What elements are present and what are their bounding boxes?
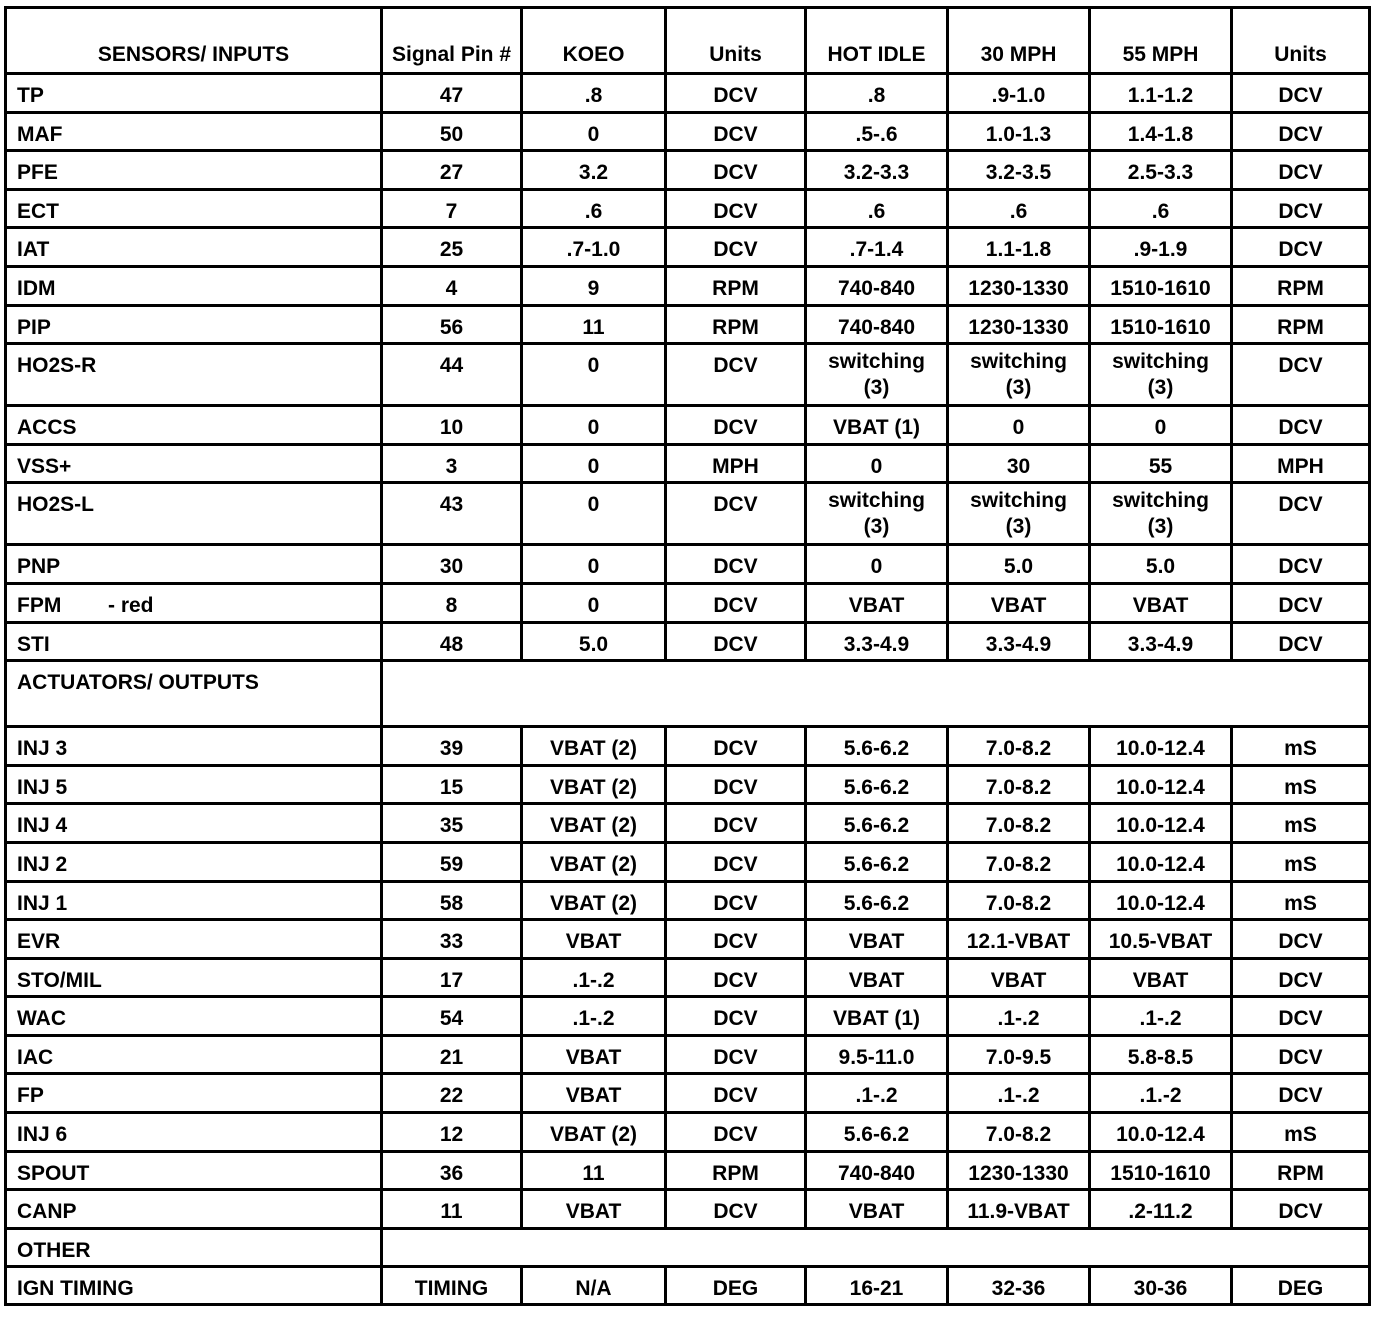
cell-signal-pin: 30: [382, 545, 522, 584]
cell-30-mph: VBAT: [948, 958, 1090, 997]
actuators-section-header: [6, 661, 1370, 727]
cell-units-2: DCV: [1232, 74, 1370, 113]
cell-units: DCV: [666, 545, 806, 584]
cell-hot-idle: VBAT: [806, 920, 948, 959]
cell-koeo: 0: [522, 112, 666, 151]
cell-30-mph: switching (3): [948, 483, 1090, 545]
table-row: [6, 804, 1370, 843]
cell-55-mph: 5.8-8.5: [1090, 1035, 1232, 1074]
cell-55-mph: 10.0-12.4: [1090, 804, 1232, 843]
cell-name: ACCS: [6, 406, 382, 445]
table-row: [6, 189, 1370, 228]
table-row: [6, 545, 1370, 584]
cell-units-2: mS: [1232, 881, 1370, 920]
actuators-section-row: [6, 661, 1370, 727]
cell-signal-pin: 58: [382, 881, 522, 920]
cell-hot-idle: VBAT: [806, 958, 948, 997]
cell-55-mph: 1510-1610: [1090, 266, 1232, 305]
cell-30-mph: 7.0-8.2: [948, 765, 1090, 804]
cell-55-mph: VBAT: [1090, 583, 1232, 622]
cell-hot-idle: 0: [806, 444, 948, 483]
cell-units: DCV: [666, 228, 806, 267]
table-row: [6, 1266, 1370, 1305]
cell-units: DCV: [666, 112, 806, 151]
cell-units-2: DCV: [1232, 1190, 1370, 1229]
cell-55-mph: .1-.2: [1090, 997, 1232, 1036]
cell-30-mph: 1230-1330: [948, 266, 1090, 305]
cell-30-mph: 0: [948, 406, 1090, 445]
cell-55-mph: 10.0-12.4: [1090, 1113, 1232, 1152]
cell-units-2: DCV: [1232, 228, 1370, 267]
cell-units: DCV: [666, 583, 806, 622]
cell-signal-pin: 12: [382, 1113, 522, 1152]
cell-signal-pin: 47: [382, 74, 522, 113]
cell-name: VSS+: [6, 444, 382, 483]
cell-hot-idle: VBAT: [806, 583, 948, 622]
cell-units-2: DCV: [1232, 483, 1370, 545]
table-row: [6, 74, 1370, 113]
cell-units-2: DCV: [1232, 344, 1370, 406]
table-row: [6, 344, 1370, 406]
cell-name: CANP: [6, 1190, 382, 1229]
cell-55-mph: 5.0: [1090, 545, 1232, 584]
cell-30-mph: 11.9-VBAT: [948, 1190, 1090, 1229]
cell-signal-pin: 25: [382, 228, 522, 267]
cell-units: DCV: [666, 622, 806, 661]
cell-hot-idle: 5.6-6.2: [806, 804, 948, 843]
cell-koeo: 5.0: [522, 622, 666, 661]
cell-hot-idle: 740-840: [806, 305, 948, 344]
cell-units: RPM: [666, 1151, 806, 1190]
cell-koeo: .1-.2: [522, 958, 666, 997]
header-row: [6, 8, 1370, 74]
cell-koeo: VBAT (2): [522, 842, 666, 881]
actuators-section: [6, 727, 1370, 1229]
cell-koeo: .7-1.0: [522, 228, 666, 267]
cell-30-mph: 1.0-1.3: [948, 112, 1090, 151]
cell-units-2: DCV: [1232, 545, 1370, 584]
cell-units-2: mS: [1232, 1113, 1370, 1152]
cell-units: RPM: [666, 305, 806, 344]
table-row: [6, 727, 1370, 766]
cell-55-mph: 10.0-12.4: [1090, 765, 1232, 804]
cell-units-2: RPM: [1232, 1151, 1370, 1190]
cell-hot-idle: VBAT (1): [806, 406, 948, 445]
cell-30-mph: 7.0-8.2: [948, 842, 1090, 881]
cell-units-2: DCV: [1232, 112, 1370, 151]
cell-hot-idle: 740-840: [806, 266, 948, 305]
cell-units-2: mS: [1232, 727, 1370, 766]
cell-hot-idle: 5.6-6.2: [806, 765, 948, 804]
cell-55-mph: .1.-2: [1090, 1074, 1232, 1113]
other-section: [6, 1266, 1370, 1305]
cell-units: DEG: [666, 1266, 806, 1305]
table-row: [6, 958, 1370, 997]
table-row: [6, 842, 1370, 881]
table-row: [6, 266, 1370, 305]
cell-koeo: VBAT (2): [522, 765, 666, 804]
table-row: [6, 112, 1370, 151]
cell-koeo: VBAT: [522, 1035, 666, 1074]
cell-hot-idle: VBAT: [806, 1190, 948, 1229]
cell-55-mph: 10.0-12.4: [1090, 881, 1232, 920]
cell-30-mph: 1.1-1.8: [948, 228, 1090, 267]
cell-signal-pin: 33: [382, 920, 522, 959]
cell-signal-pin: 48: [382, 622, 522, 661]
cell-name: PFE: [6, 151, 382, 190]
cell-hot-idle: 5.6-6.2: [806, 1113, 948, 1152]
cell-55-mph: 10.0-12.4: [1090, 727, 1232, 766]
cell-30-mph: 7.0-8.2: [948, 804, 1090, 843]
cell-hot-idle: 9.5-11.0: [806, 1035, 948, 1074]
cell-name: ECT: [6, 189, 382, 228]
cell-units: DCV: [666, 842, 806, 881]
cell-55-mph: 55: [1090, 444, 1232, 483]
cell-signal-pin: 22: [382, 1074, 522, 1113]
cell-units: DCV: [666, 1074, 806, 1113]
cell-55-mph: 3.3-4.9: [1090, 622, 1232, 661]
header-units-2: Units: [1232, 8, 1370, 74]
table-row: [6, 1035, 1370, 1074]
cell-30-mph: 7.0-8.2: [948, 727, 1090, 766]
cell-units-2: DCV: [1232, 1035, 1370, 1074]
cell-name: FP: [6, 1074, 382, 1113]
cell-55-mph: 10.5-VBAT: [1090, 920, 1232, 959]
section-blank-cell: [382, 1228, 1370, 1266]
cell-units: DCV: [666, 804, 806, 843]
cell-name: IDM: [6, 266, 382, 305]
cell-koeo: VBAT: [522, 1074, 666, 1113]
header-55-mph: 55 MPH: [1090, 8, 1232, 74]
cell-hot-idle: .6: [806, 189, 948, 228]
cell-30-mph: 1230-1330: [948, 1151, 1090, 1190]
cell-koeo: .6: [522, 189, 666, 228]
cell-units-2: DCV: [1232, 406, 1370, 445]
cell-units: DCV: [666, 1035, 806, 1074]
cell-hot-idle: switching (3): [806, 483, 948, 545]
cell-signal-pin: 11: [382, 1190, 522, 1229]
cell-30-mph: 7.0-8.2: [948, 1113, 1090, 1152]
cell-units: DCV: [666, 1113, 806, 1152]
table-row: [6, 920, 1370, 959]
cell-55-mph: .9-1.9: [1090, 228, 1232, 267]
cell-units-2: MPH: [1232, 444, 1370, 483]
cell-name: TP: [6, 74, 382, 113]
cell-name: IAC: [6, 1035, 382, 1074]
cell-units: DCV: [666, 1190, 806, 1229]
cell-units-2: mS: [1232, 842, 1370, 881]
cell-hot-idle: 5.6-6.2: [806, 727, 948, 766]
cell-30-mph: .1-.2: [948, 997, 1090, 1036]
cell-signal-pin: 54: [382, 997, 522, 1036]
cell-units-2: DCV: [1232, 997, 1370, 1036]
cell-units: DCV: [666, 727, 806, 766]
cell-hot-idle: 3.2-3.3: [806, 151, 948, 190]
cell-koeo: VBAT (2): [522, 881, 666, 920]
cell-name: INJ 4: [6, 804, 382, 843]
cell-koeo: 0: [522, 483, 666, 545]
cell-koeo: VBAT (2): [522, 727, 666, 766]
cell-units: DCV: [666, 958, 806, 997]
cell-signal-pin: 3: [382, 444, 522, 483]
cell-signal-pin: 56: [382, 305, 522, 344]
cell-signal-pin: 8: [382, 583, 522, 622]
cell-name: HO2S-L: [6, 483, 382, 545]
cell-hot-idle: 740-840: [806, 1151, 948, 1190]
cell-units: RPM: [666, 266, 806, 305]
cell-signal-pin: 7: [382, 189, 522, 228]
cell-units-2: RPM: [1232, 266, 1370, 305]
cell-55-mph: switching (3): [1090, 483, 1232, 545]
cell-30-mph: .6: [948, 189, 1090, 228]
cell-signal-pin: 21: [382, 1035, 522, 1074]
cell-signal-pin: 4: [382, 266, 522, 305]
cell-units: DCV: [666, 765, 806, 804]
cell-koeo: 0: [522, 545, 666, 584]
cell-units-2: DCV: [1232, 189, 1370, 228]
cell-55-mph: 10.0-12.4: [1090, 842, 1232, 881]
cell-units: DCV: [666, 406, 806, 445]
cell-hot-idle: 16-21: [806, 1266, 948, 1305]
cell-units: DCV: [666, 920, 806, 959]
other-section-header: [6, 1228, 1370, 1266]
cell-units: DCV: [666, 189, 806, 228]
cell-name: STI: [6, 622, 382, 661]
cell-30-mph: .1-.2: [948, 1074, 1090, 1113]
cell-units: DCV: [666, 483, 806, 545]
cell-55-mph: 1.1-1.2: [1090, 74, 1232, 113]
cell-units: DCV: [666, 997, 806, 1036]
cell-name: INJ 5: [6, 765, 382, 804]
cell-units-2: DEG: [1232, 1266, 1370, 1305]
cell-name: IAT: [6, 228, 382, 267]
cell-30-mph: .9-1.0: [948, 74, 1090, 113]
table-row: [6, 1113, 1370, 1152]
cell-units-2: RPM: [1232, 305, 1370, 344]
cell-name: INJ 2: [6, 842, 382, 881]
cell-30-mph: 7.0-9.5: [948, 1035, 1090, 1074]
cell-koeo: 9: [522, 266, 666, 305]
cell-signal-pin: TIMING: [382, 1266, 522, 1305]
cell-30-mph: 5.0: [948, 545, 1090, 584]
cell-55-mph: 1510-1610: [1090, 1151, 1232, 1190]
cell-55-mph: 30-36: [1090, 1266, 1232, 1305]
cell-hot-idle: VBAT (1): [806, 997, 948, 1036]
table-row: [6, 881, 1370, 920]
table-row: [6, 305, 1370, 344]
cell-name: FPM - red: [6, 583, 382, 622]
cell-55-mph: VBAT: [1090, 958, 1232, 997]
cell-signal-pin: 15: [382, 765, 522, 804]
cell-units-2: DCV: [1232, 920, 1370, 959]
table-row: [6, 151, 1370, 190]
cell-signal-pin: 44: [382, 344, 522, 406]
cell-30-mph: 30: [948, 444, 1090, 483]
table-row: [6, 1151, 1370, 1190]
cell-koeo: 0: [522, 406, 666, 445]
cell-koeo: VBAT: [522, 1190, 666, 1229]
header-koeo: KOEO: [522, 8, 666, 74]
cell-koeo: .8: [522, 74, 666, 113]
sensor-values-table: [4, 6, 1371, 1306]
section-blank-cell: [382, 661, 1370, 727]
cell-name: STO/MIL: [6, 958, 382, 997]
cell-units: DCV: [666, 151, 806, 190]
cell-30-mph: VBAT: [948, 583, 1090, 622]
cell-koeo: 11: [522, 305, 666, 344]
cell-30-mph: 3.3-4.9: [948, 622, 1090, 661]
cell-koeo: 0: [522, 444, 666, 483]
cell-hot-idle: 0: [806, 545, 948, 584]
cell-units-2: mS: [1232, 765, 1370, 804]
cell-signal-pin: 17: [382, 958, 522, 997]
cell-30-mph: switching (3): [948, 344, 1090, 406]
header-sensors-inputs: SENSORS/ INPUTS: [6, 8, 382, 74]
table-row: [6, 406, 1370, 445]
header-units: Units: [666, 8, 806, 74]
sensors-section: [6, 74, 1370, 661]
table-row: [6, 444, 1370, 483]
cell-units: DCV: [666, 344, 806, 406]
cell-signal-pin: 43: [382, 483, 522, 545]
cell-30-mph: 3.2-3.5: [948, 151, 1090, 190]
cell-30-mph: 7.0-8.2: [948, 881, 1090, 920]
cell-koeo: VBAT (2): [522, 804, 666, 843]
cell-55-mph: 0: [1090, 406, 1232, 445]
cell-55-mph: switching (3): [1090, 344, 1232, 406]
cell-units-2: mS: [1232, 804, 1370, 843]
cell-name: SPOUT: [6, 1151, 382, 1190]
cell-name: EVR: [6, 920, 382, 959]
table-row: [6, 1190, 1370, 1229]
cell-55-mph: 2.5-3.3: [1090, 151, 1232, 190]
table-row: [6, 622, 1370, 661]
table-row: [6, 228, 1370, 267]
cell-30-mph: 1230-1330: [948, 305, 1090, 344]
header-30-mph: 30 MPH: [948, 8, 1090, 74]
table-row: [6, 1074, 1370, 1113]
cell-30-mph: 12.1-VBAT: [948, 920, 1090, 959]
cell-name: PNP: [6, 545, 382, 584]
cell-signal-pin: 10: [382, 406, 522, 445]
cell-signal-pin: 36: [382, 1151, 522, 1190]
cell-signal-pin: 59: [382, 842, 522, 881]
cell-hot-idle: 5.6-6.2: [806, 881, 948, 920]
cell-name: IGN TIMING: [6, 1266, 382, 1305]
cell-koeo: 11: [522, 1151, 666, 1190]
cell-units-2: DCV: [1232, 583, 1370, 622]
cell-koeo: 3.2: [522, 151, 666, 190]
actuators-outputs-label: ACTUATORS/ OUTPUTS: [6, 661, 382, 727]
cell-koeo: N/A: [522, 1266, 666, 1305]
header-signal-pin: Signal Pin #: [382, 8, 522, 74]
cell-name: INJ 3: [6, 727, 382, 766]
cell-units: DCV: [666, 881, 806, 920]
cell-hot-idle: 3.3-4.9: [806, 622, 948, 661]
cell-hot-idle: 5.6-6.2: [806, 842, 948, 881]
cell-signal-pin: 50: [382, 112, 522, 151]
cell-55-mph: .6: [1090, 189, 1232, 228]
cell-name: HO2S-R: [6, 344, 382, 406]
cell-name: PIP: [6, 305, 382, 344]
cell-koeo: VBAT (2): [522, 1113, 666, 1152]
cell-units: MPH: [666, 444, 806, 483]
cell-units-2: DCV: [1232, 958, 1370, 997]
cell-koeo: .1-.2: [522, 997, 666, 1036]
cell-signal-pin: 27: [382, 151, 522, 190]
table-row: [6, 997, 1370, 1036]
table-row: [6, 583, 1370, 622]
cell-signal-pin: 35: [382, 804, 522, 843]
cell-55-mph: .2-11.2: [1090, 1190, 1232, 1229]
cell-units-2: DCV: [1232, 622, 1370, 661]
table-row: [6, 765, 1370, 804]
cell-name: WAC: [6, 997, 382, 1036]
cell-30-mph: 32-36: [948, 1266, 1090, 1305]
cell-koeo: 0: [522, 583, 666, 622]
header-hot-idle: HOT IDLE: [806, 8, 948, 74]
cell-units: DCV: [666, 74, 806, 113]
cell-hot-idle: .8: [806, 74, 948, 113]
cell-units-2: DCV: [1232, 151, 1370, 190]
cell-55-mph: 1510-1610: [1090, 305, 1232, 344]
cell-hot-idle: switching (3): [806, 344, 948, 406]
cell-hot-idle: .5-.6: [806, 112, 948, 151]
cell-koeo: VBAT: [522, 920, 666, 959]
cell-55-mph: 1.4-1.8: [1090, 112, 1232, 151]
other-label: OTHER: [6, 1228, 382, 1266]
table-row: [6, 483, 1370, 545]
cell-hot-idle: .7-1.4: [806, 228, 948, 267]
cell-name: INJ 1: [6, 881, 382, 920]
other-section-row: [6, 1228, 1370, 1266]
cell-units-2: DCV: [1232, 1074, 1370, 1113]
cell-signal-pin: 39: [382, 727, 522, 766]
cell-name: MAF: [6, 112, 382, 151]
cell-koeo: 0: [522, 344, 666, 406]
cell-name: INJ 6: [6, 1113, 382, 1152]
cell-hot-idle: .1-.2: [806, 1074, 948, 1113]
